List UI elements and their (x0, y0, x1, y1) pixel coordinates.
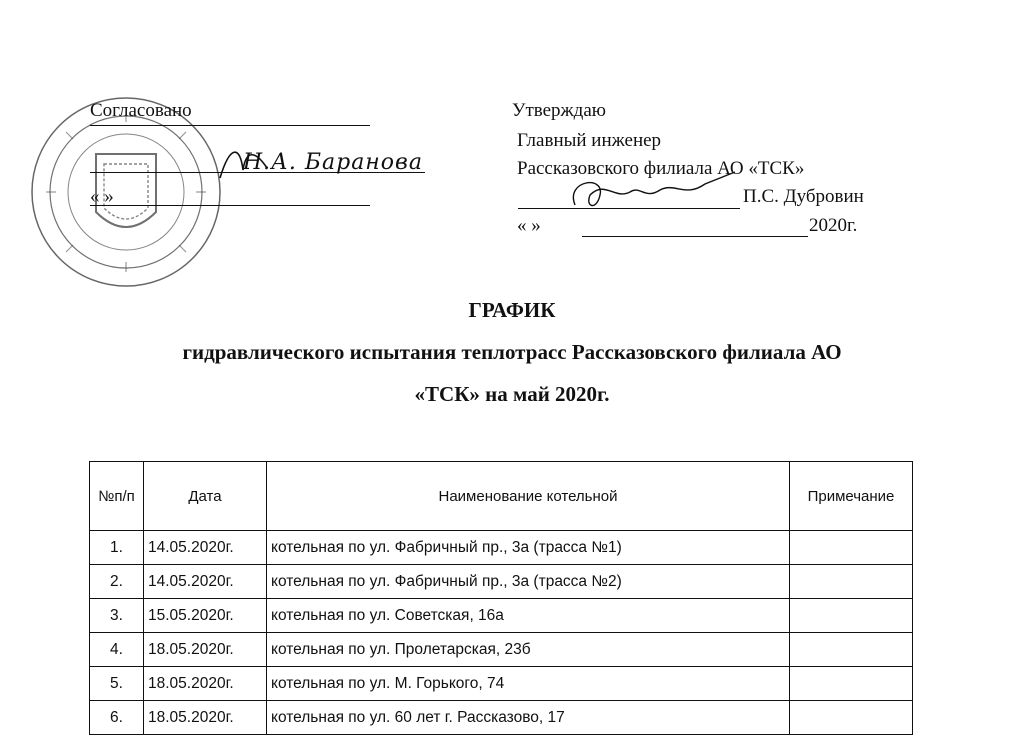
approval-right-date-line (582, 236, 808, 237)
approval-right-date: « » (517, 215, 541, 236)
row-note (790, 701, 913, 735)
row-boiler-name: котельная по ул. Пролетарская, 23б (267, 633, 790, 667)
row-number: 1. (90, 531, 144, 565)
doc-title: ГРАФИК (468, 298, 556, 322)
row-date: 18.05.2020г. (144, 633, 267, 667)
row-number: 6. (90, 701, 144, 735)
row-boiler-name: котельная по ул. 60 лет г. Рассказово, 17 (267, 701, 790, 735)
doc-subtitle-line-2: «ТСК» на май 2020г. (414, 382, 610, 406)
row-note (790, 531, 913, 565)
row-note (790, 599, 913, 633)
table-row (90, 633, 913, 667)
approval-right-heading: Утверждаю (512, 100, 606, 121)
row-date: 18.05.2020г. (144, 701, 267, 735)
row-note (790, 667, 913, 701)
approval-right-position: Главный инженер (517, 130, 662, 151)
row-boiler-name: котельная по ул. Фабричный пр., 3а (трасса №2) (267, 565, 790, 599)
row-number: 2. (90, 565, 144, 599)
row-note (790, 565, 913, 599)
table-header-row (90, 462, 913, 531)
header-boiler-name: Наименование котельной (267, 462, 790, 531)
table-row (90, 701, 913, 735)
approval-left-signature: Н.А. Баранова (243, 150, 423, 175)
doc-subtitle-line-1: гидравлического испытания теплотрасс Рассказовского филиала АО (182, 340, 842, 364)
row-number: 5. (90, 667, 144, 701)
row-number: 4. (90, 633, 144, 667)
row-boiler-name: котельная по ул. Советская, 16а (267, 599, 790, 633)
approval-right-organization: Рассказовского филиала АО «ТСК» (517, 158, 805, 179)
approval-left-line-1 (90, 125, 370, 126)
approval-right-name: П.С. Дубровин (743, 186, 864, 207)
row-date: 14.05.2020г. (144, 565, 267, 599)
seal-stamp (26, 92, 226, 292)
table-row (90, 599, 913, 633)
row-date: 14.05.2020г. (144, 531, 267, 565)
approval-left-date: « » (90, 186, 114, 207)
row-date: 15.05.2020г. (144, 599, 267, 633)
header-note: Примечание (790, 462, 913, 531)
approval-left-date-line (90, 205, 370, 206)
row-number: 3. (90, 599, 144, 633)
row-boiler-name: котельная по ул. М. Горького, 74 (267, 667, 790, 701)
table-row (90, 667, 913, 701)
table-row (90, 565, 913, 599)
approval-right-year: 2020г. (809, 215, 858, 236)
row-date: 18.05.2020г. (144, 667, 267, 701)
signature-scribble-left (215, 140, 275, 185)
row-boiler-name: котельная по ул. Фабричный пр., 3а (трасса №1) (267, 531, 790, 565)
row-note (790, 633, 913, 667)
signature-scribble-right (545, 170, 745, 220)
approval-left-heading: Согласовано (90, 100, 192, 121)
schedule-table (89, 461, 913, 735)
header-number: №п/п (90, 462, 144, 531)
header-date: Дата (144, 462, 267, 531)
table-row (90, 531, 913, 565)
